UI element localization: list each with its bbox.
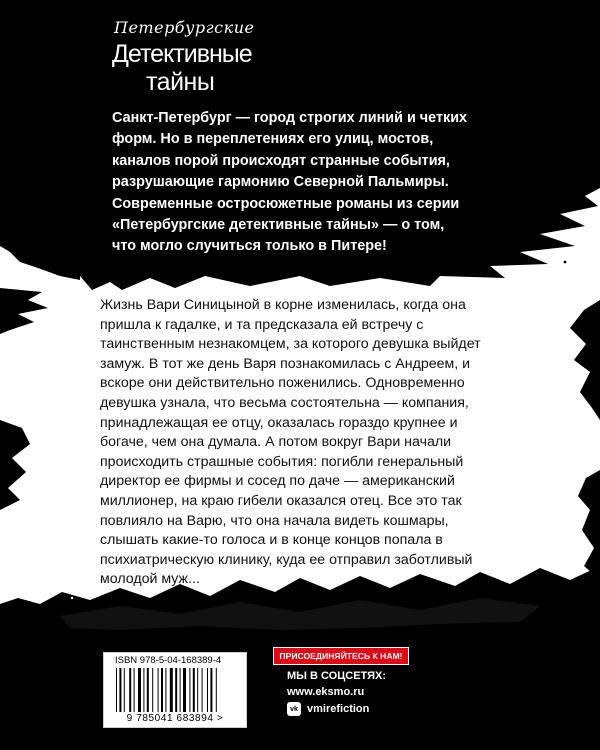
vk-handle: vmirefiction [307,703,370,715]
join-us-badge: ПРИСОЕДИНЯЙТЕСЬ К НАМ! [273,647,409,665]
social-heading: МЫ В СОЦСЕТЯХ: [287,670,387,682]
book-annotation: Жизнь Вари Синицыной в корне изменилась, когда она пришла к гадалке, и та предсказала ей встречу с таинственным незнакомцем, за которого девушка выйдет замуж. В тот же день Варя познакомилась с Андреем, и вскоре они действительно поженились. Одновременно девушка узнала, что весьма состоятельна — компания, принадлежащая ее отцу, оказалась гораздо крупнее и богаче, чем она думала. А потом вокруг Вари начали происходить страшные события: погибли генеральный директор ее фирмы и сосед по даче — американский миллионер, на краю гибели оказался отец. Все это так повлияло на Варю, что она начала видеть кошмары, слышать какие-то голоса и в конце концов попала в психиатрическую клинику, куда ее отправил заботливый молодой муж... [100,297,481,588]
website-link[interactable]: www.eksmo.ru [287,686,365,698]
barcode-digits: 9 785041 683894 > [126,713,224,724]
vk-icon [287,702,301,716]
vk-icon-text: vk [290,705,298,713]
series-logo [112,18,282,98]
series-name-line3: тайны [146,68,215,96]
vk-link[interactable] [287,702,369,716]
barcode-icon [114,668,238,712]
isbn-block [103,652,247,728]
series-name-line1: Петербургские [114,18,255,37]
isbn-label: ISBN 978-5-04-168389-4 [115,655,222,666]
series-description: Санкт-Петербург — город строгих линий и четких форм. Но в переплетениях его улиц, мостов, каналов порой происходят странные события, разрушающие гармонию Северной Пальмиры. Современные остросюжетные романы из серии «Петербургские детективные тайны» — о том, что могло случиться только в Питере! [112,110,468,255]
series-name-line2: Детективные [112,40,252,68]
